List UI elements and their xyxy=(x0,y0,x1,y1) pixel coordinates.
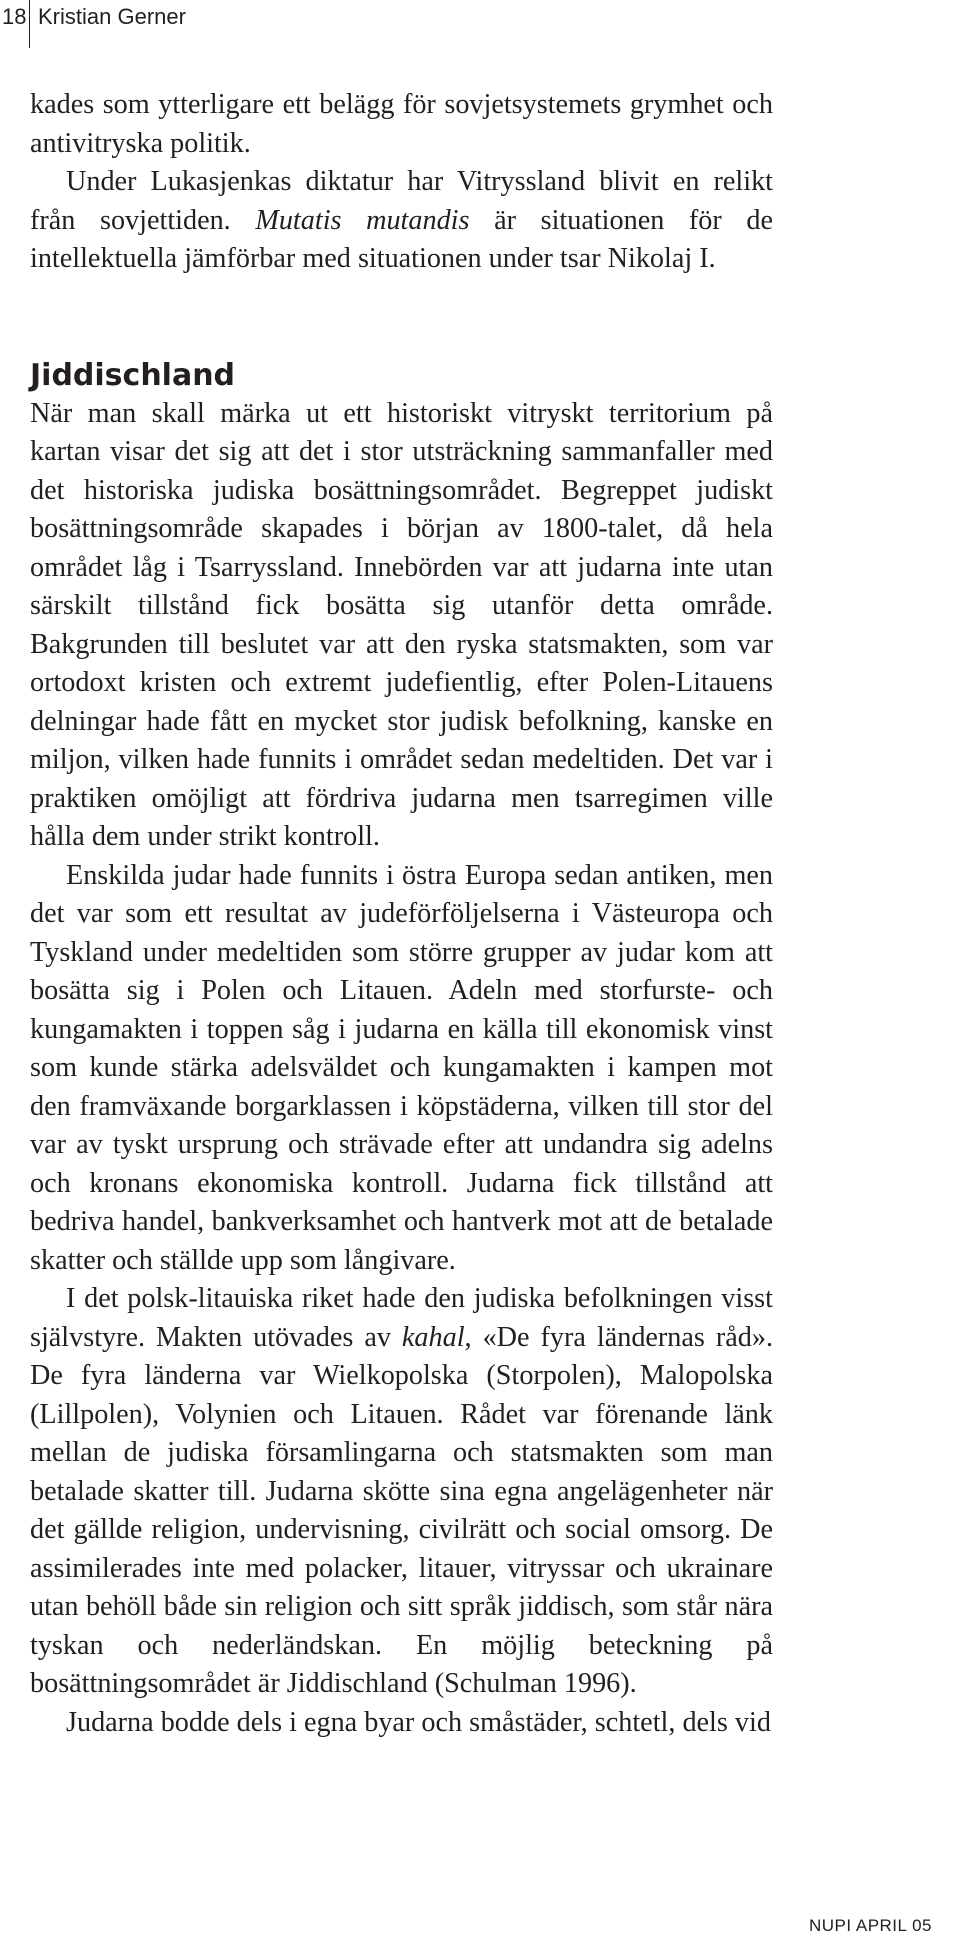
section-heading: Jiddischland xyxy=(30,357,236,393)
paragraph-text: är situationen för de intellektuella jämförbar med situationen under tsar Nikolaj I. xyxy=(30,204,774,274)
header-divider xyxy=(29,0,30,48)
running-footer: NUPI APRIL 05 xyxy=(808,1916,932,1935)
running-header xyxy=(0,0,960,52)
paragraph-schtetl: Judarna bodde dels i egna byar och småstäder, schtetl, dels vid xyxy=(66,1706,771,1738)
running-header-author: Kristian Gerner xyxy=(38,4,186,29)
paragraph-text: , «De fyra ländernas råd». De fyra länderna var Wielkopolska (Storpolen), Malopolska (Lillpolen), Volynien och Litauen. Rådet var förenande länk mellan de judiska församlingarna och statsmakten som man betalade skatter till. Judarna skötte sina egna angelägenheter när det gällde religion, undervisning, civilrätt och social omsorg. De assimilerades inte med polacker, litauer, vitryssar och ukrainare utan behöll både sin religion och sitt språk jiddisch, som står nära tyskan och nederländskan. En möjlig beteckning på bosättningsområdet är Jiddischland (Schulman 1996). xyxy=(30,1321,773,1699)
paragraph-self-rule xyxy=(30,1280,773,1704)
page-number: 18 xyxy=(2,4,27,29)
italic-phrase: Mutatis mutandis xyxy=(255,204,470,236)
paragraph-text: I det polsk-litauiska riket hade den judiska befolkningen visst självstyre. Makten utövades av xyxy=(30,1283,773,1353)
paragraph-territory: När man skall märka ut ett historiskt vitryskt territorium på kartan visar det sig att det i stor utsträckning sammanfaller med det historiska judiska bosättningsområdet. Begreppet judiskt bosättningsområde skapades i början av 1800-talet, då hela området låg i Tsarryssland. Innebörden var att judarna inte utan särskilt tillstånd fick bosätta sig utanför detta område. Bakgrunden till beslutet var att den ryska statsmakten, som var ortodoxt kristen och extremt judefientlig, efter Polen-Litauens delningar hade fått en mycket stor judisk befolkning, kanske en miljon, vilken hade funnits i området sedan medeltiden. Det var i praktiken omöjligt att fördriva judarna men tsarregimen ville hålla dem under strikt kontroll. xyxy=(30,397,773,852)
paragraph-continuation: kades som ytterligare ett belägg för sovjetsystemets grymhet och antivitryska politik. xyxy=(30,89,773,159)
body-text xyxy=(30,86,773,1742)
italic-term: kahal xyxy=(401,1321,465,1353)
paragraph-lukasjenka xyxy=(30,163,773,279)
paragraph-history: Enskilda judar hade funnits i östra Europa sedan antiken, men det var som ett resultat av judeförföljelserna i Västeuropa och Tyskland under medeltiden som större grupper av judar kom att bosätta sig i Polen och Litauen. Adeln med storfurste- och kungamakten i toppen såg i judarna en källa till ekonomisk vinst som kunde stärka adelsväldet och kungamakten i kampen mot den framväxande borgarklassen i köpstäderna, vilken till stor del var av tyskt ursprung och strävade efter att undandra sig adelns och kronans ekonomiska kontroll. Judarna fick tillstånd att bedriva handel, bankverksamhet och hantverk mot att de betalade skatter och ställde upp som långivare. xyxy=(30,859,773,1276)
paragraph-text: Under Lukasjenkas diktatur har Vitryssland blivit en relikt från sovjettiden. xyxy=(30,166,773,236)
